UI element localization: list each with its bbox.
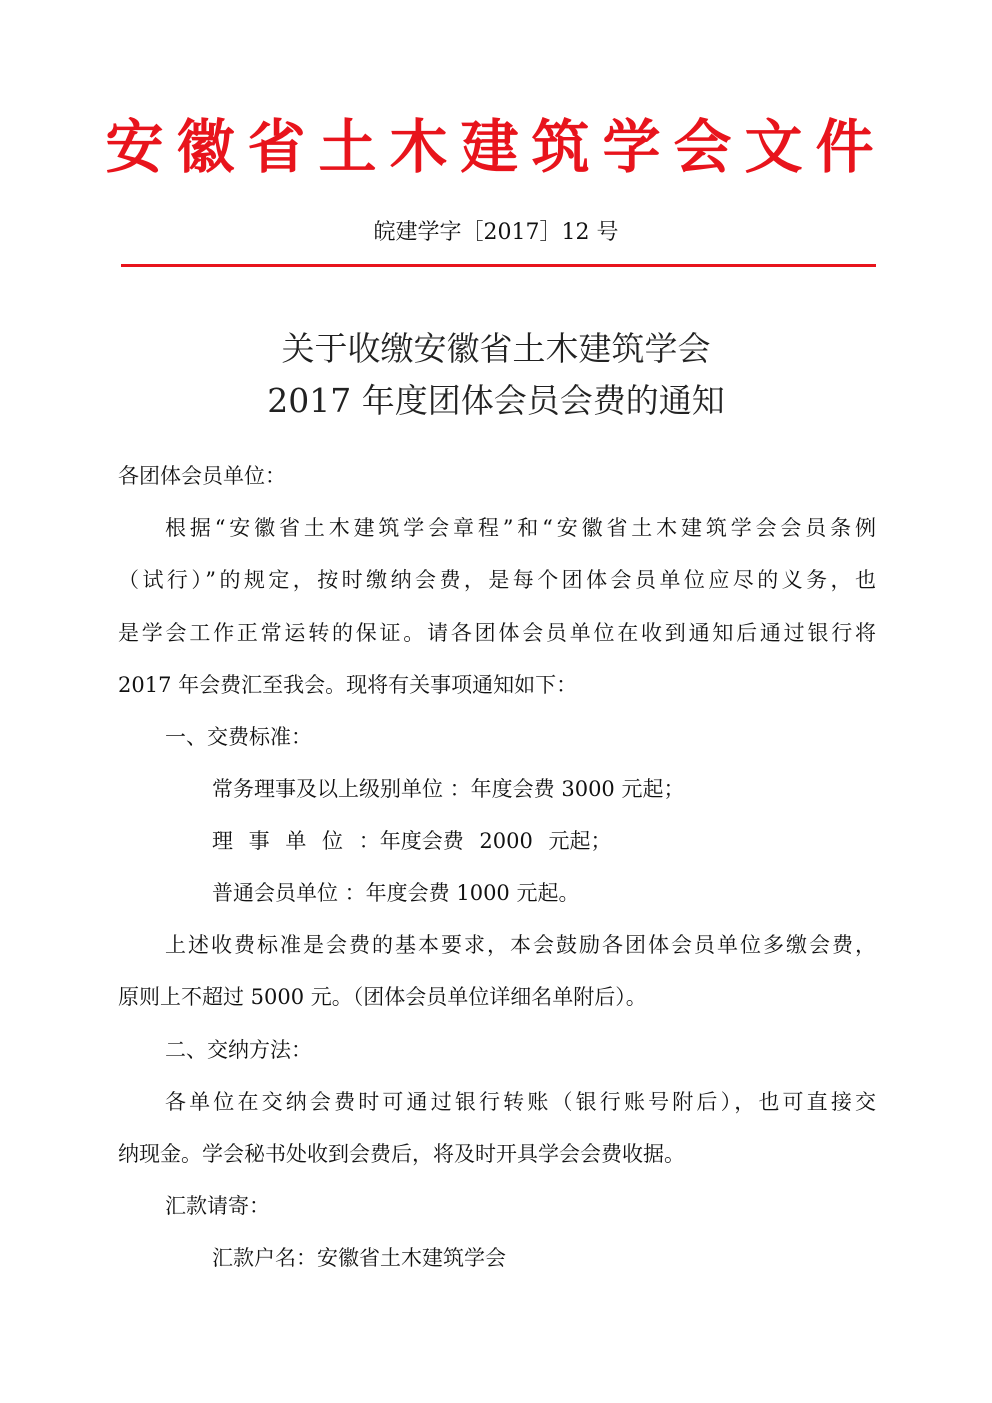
notice-title-line-1: 关于收缴安徽省土木建筑学会: [281, 329, 711, 368]
fee-standard-1: 常务理事及以上级别单位 ：年度会费 3000 元起；: [212, 777, 685, 801]
paragraph-3-line-1: 各单位在交纳会费时可通过银行转账（银行账号附后），也可直接交: [165, 1090, 876, 1114]
fee-standard-2: 理 事 单 位 ：年度会费 2000 元起；: [212, 829, 612, 853]
section-1-heading: 一、交费标准：: [165, 725, 312, 749]
paragraph-1-line-3: 是学会工作正常运转的保证。请各团体会员单位在收到通知后通过银行将: [118, 621, 876, 645]
salutation: 各团体会员单位：: [118, 464, 286, 488]
red-divider: [121, 264, 876, 267]
org-header-title: 安徽省土木建筑学会文件: [105, 113, 887, 181]
remit-account-name: 汇款户名：安徽省土木建筑学会: [212, 1246, 506, 1270]
notice-title-line-2: 2017 年度团体会员会费的通知: [267, 381, 725, 420]
fee-standard-3: 普通会员单位 ：年度会费 1000 元起。: [212, 881, 580, 905]
section-2-heading: 二、交纳方法：: [165, 1038, 312, 1062]
paragraph-1-line-4: 2017 年会费汇至我会。现将有关事项通知如下：: [118, 673, 578, 697]
notice-title: [0, 323, 992, 427]
document-number: 皖建学字［2017］12 号: [373, 220, 619, 245]
paragraph-2-line-2: 原则上不超过 5000 元。（团体会员单位详细名单附后）。: [118, 985, 647, 1009]
paragraph-3-line-2: 纳现金。学会秘书处收到会费后，将及时开具学会会费收据。: [118, 1142, 685, 1166]
paragraph-1-line-2: （试行）”的规定，按时缴纳会费，是每个团体会员单位应尽的义务，也: [118, 568, 876, 592]
paragraph-2-line-1: 上述收费标准是会费的基本要求，本会鼓励各团体会员单位多缴会费，: [165, 933, 876, 957]
paragraph-1-line-1: 根据“安徽省土木建筑学会章程”和“安徽省土木建筑学会会员条例: [165, 516, 876, 540]
remit-heading: 汇款请寄：: [165, 1194, 270, 1218]
